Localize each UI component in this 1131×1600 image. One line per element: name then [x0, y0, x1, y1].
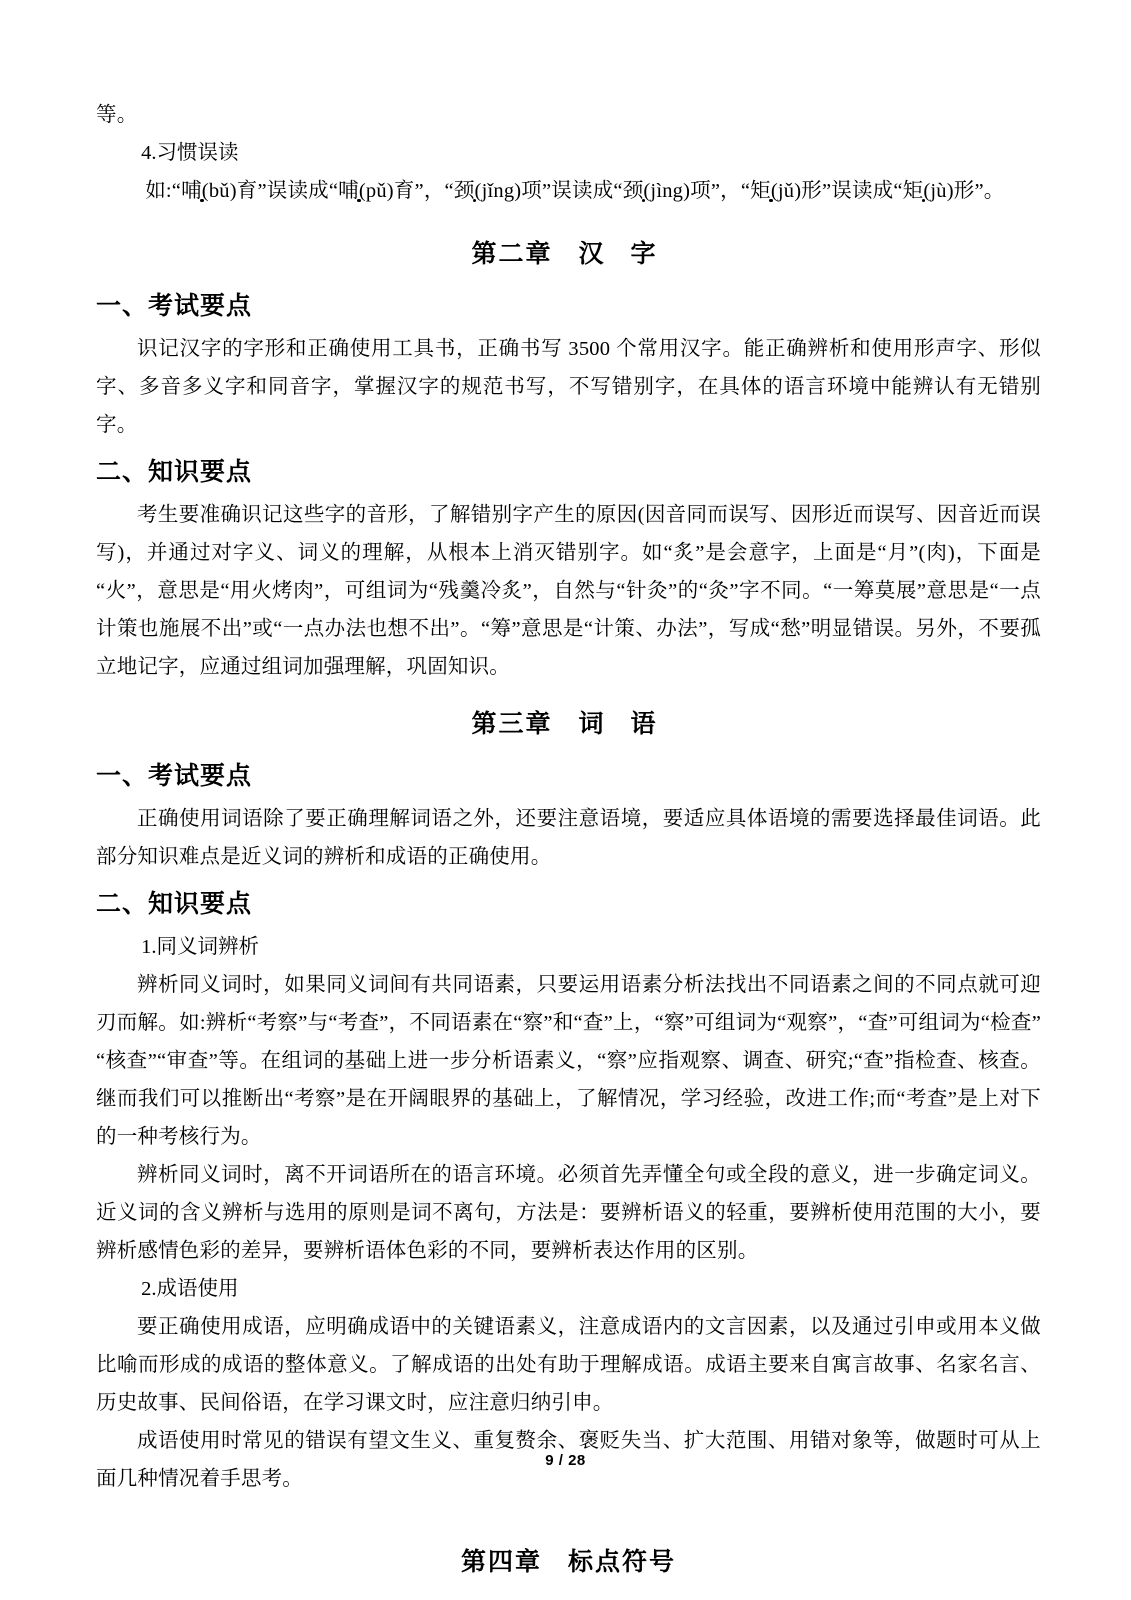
example-p5-open: (jǔ) — [770, 180, 802, 202]
page-footer — [0, 1452, 1131, 1469]
chapter-two-section-2-heading: 二、知识要点 — [96, 458, 253, 486]
example-p2-open: (pǔ) — [358, 180, 394, 202]
example-p4-tail: 项”，“矩 — [690, 180, 771, 202]
example-p4-open: (jìng) — [643, 180, 691, 202]
chapter-two-title-name: 汉 字 — [578, 240, 666, 268]
chapter-two-section-2-paragraph: 考生要准确识记这些字的音形，了解错别字产生的原因(因音同而误写、因形近而误写、因音近而误写)，并通过对字义、词义的理解，从根本上消灭错别字。如“炙”是会意字，上面是“月”(肉)，下面是“火”，意思是“用火烤肉”，可组词为“残羹冷炙”，自然与“针灸”的“灸”字不同。“一筹莫展”意思是“一点计策也施展不出”或“一点办法也想不出”。“筹”意思是“计策、办法”，写成“愁”明显错误。另外，不要孤立地记字，应通过组词加强理解，巩固知识。 — [96, 504, 1041, 678]
chapter-three-title-name: 词 语 — [578, 710, 666, 738]
chapter-three-title-prefix: 第三章 — [471, 710, 553, 738]
sub-item-2-label: 2.成语使用 — [141, 1278, 239, 1300]
example-p5-tail: 形”误读成“矩 — [801, 180, 924, 202]
chapter-four-title-name: 标点符号 — [568, 1548, 677, 1576]
chapter-two-section-1-paragraph: 识记汉字的字形和正确使用工具书，正确书写 3500 个常用汉字。能正确辨析和使用形声字、形似字、多音多义字和同音字，掌握汉字的规范书写，不写错别字，在具体的语言环境中能辨认有无错别字。 — [96, 338, 1041, 436]
example-p6-tail: 形”。 — [953, 180, 1005, 202]
sub-item-2-paragraph-1: 要正确使用成语，应明确成语中的关键语素义，注意成语内的文言因素，以及通过引申或用本义做比喻而形成的成语的整体意义。了解成语的出处有助于理解成语。成语主要来自寓言故事、名家名言、历史故事、民间俗语，在学习课文时，应注意归纳引申。 — [96, 1316, 1041, 1414]
example-p2-tail: 育”，“颈 — [393, 180, 475, 202]
chapter-two-section-1-heading: 一、考试要点 — [96, 292, 253, 320]
chapter-two-title-prefix: 第二章 — [471, 240, 553, 268]
example-p6-open: (jù) — [923, 180, 954, 202]
sub-item-4-heading: 4.习惯误读 — [141, 142, 239, 164]
example-lead: 如:“哺 — [145, 180, 202, 202]
sub-item-1-paragraph-1: 辨析同义词时，如果同义词间有共同语素，只要运用语素分析法找出不同语素之间的不同点就可迎刃而解。如:辨析“考察”与“考查”，不同语素在“察”和“查”上，“察”可组词为“观察”，“查”可组词为“检查”“核查”“审查”等。在组词的基础上进一步分析语素义，“察”应指观察、调查、研究;“查”指检查、核查。继而我们可以推断出“考察”是在开阔眼界的基础上，了解情况，学习经验，改进工作;而“考查”是上对下的一种考核行为。 — [96, 974, 1041, 1148]
example-p1-open: (bǔ) — [201, 180, 237, 202]
example-p3-open: (jǐng) — [474, 180, 522, 202]
example-p3-tail: 项”误读成“颈 — [521, 180, 644, 202]
chapter-three-section-1-heading: 一、考试要点 — [96, 762, 253, 790]
carryover-fragment: 等。 — [96, 104, 138, 126]
chapter-four-title — [96, 1542, 1041, 1582]
chapter-three-section-1-paragraph: 正确使用词语除了要正确理解词语之外，还要注意语境，要适应具体语境的需要选择最佳词语。此部分知识难点是近义词的辨析和成语的正确使用。 — [96, 808, 1041, 868]
habitual-misreading-example — [96, 172, 1041, 210]
chapter-three-title — [96, 704, 1041, 744]
example-p1-tail: 育”误读成“哺 — [236, 180, 359, 202]
chapter-two-title — [96, 234, 1041, 274]
chapter-three-section-2-heading: 二、知识要点 — [96, 890, 253, 918]
sub-item-2-paragraph-2: 成语使用时常见的错误有望文生义、重复赘余、褒贬失当、扩大范围、用错对象等，做题时可从上面几种情况着手思考。 — [96, 1430, 1041, 1490]
sub-item-1-label: 1.同义词辨析 — [141, 936, 259, 958]
sub-item-1-paragraph-2: 辨析同义词时，离不开词语所在的语言环境。必须首先弄懂全句或全段的意义，进一步确定词义。近义词的含义辨析与选用的原则是词不离句，方法是：要辨析语义的轻重，要辨析使用范围的大小，要辨析感情色彩的差异，要辨析语体色彩的不同，要辨析表达作用的区别。 — [96, 1164, 1041, 1262]
page-content — [96, 96, 1041, 1592]
chapter-four-title-prefix: 第四章 — [460, 1548, 542, 1576]
page-number: 9 / 28 — [545, 1452, 586, 1469]
